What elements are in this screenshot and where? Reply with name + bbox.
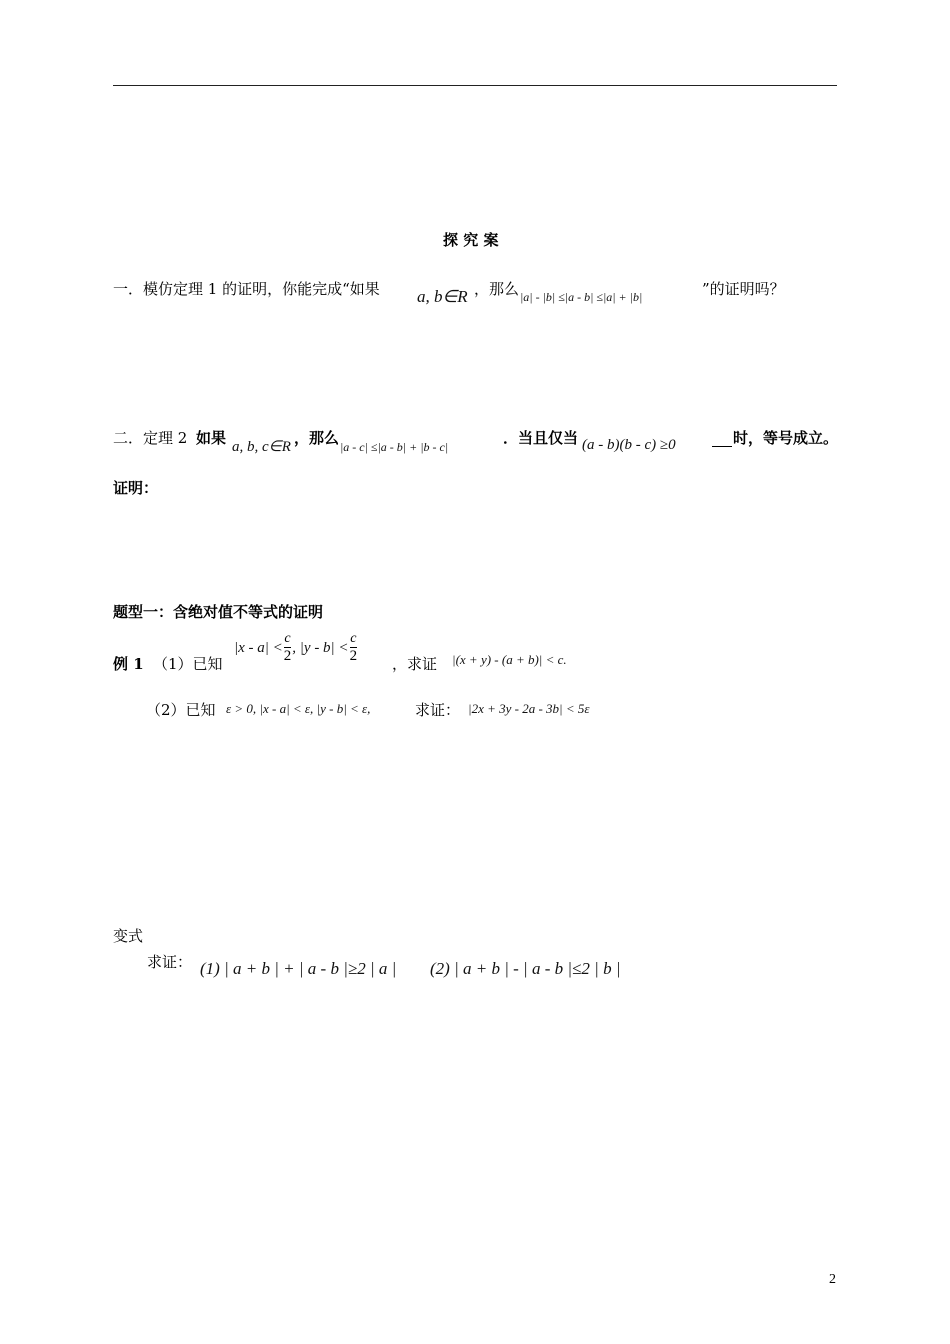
page-number: 2	[829, 1272, 836, 1287]
question-1-then: ，那么	[474, 280, 520, 298]
fraction-denominator-2: 2	[349, 648, 358, 664]
c-over-2-fraction	[284, 631, 292, 665]
question-2-if: 如果	[196, 429, 227, 447]
question-1-condition: a, b∈R	[417, 287, 468, 306]
variant-prove-label: 求证：	[147, 953, 193, 971]
fraction-numerator: c	[284, 631, 291, 646]
header-rule	[113, 85, 837, 86]
given-y-bound: , |y - b| <	[292, 639, 349, 656]
question-2-when: ．当且仅当	[503, 429, 579, 447]
variant-item-1: (1) | a + b | + | a - b |≥2 | a |	[200, 959, 397, 978]
example-1-label: 例 1	[113, 655, 144, 673]
question-2-condition: a, b, c∈R	[232, 439, 291, 455]
c-over-2-fraction-2	[350, 631, 358, 665]
question-2-equality-condition: (a - b)(b - c) ≥0	[582, 437, 676, 453]
example-1-given	[234, 626, 358, 670]
question-1-prefix: 一．模仿定理 1 的证明，你能完成“如果	[113, 280, 380, 298]
question-1-suffix: ”的证明吗？	[702, 280, 785, 298]
example-1-part-2-prefix: （2）已知	[146, 701, 216, 719]
fraction-denominator: 2	[283, 648, 292, 664]
variant-label: 变式	[113, 927, 144, 945]
section-title: 探 究 案	[443, 231, 499, 249]
type-1-heading: 题型一：含绝对值不等式的证明	[113, 603, 324, 621]
question-2-then: ，那么	[294, 429, 340, 447]
proof-label: 证明：	[113, 479, 159, 497]
fraction-numerator-2: c	[350, 631, 357, 646]
variant-item-2: (2) | a + b | - | a - b |≤2 | b |	[430, 959, 621, 978]
example-1-part-2-given: ε > 0, |x - a| < ε, |y - b| < ε,	[226, 701, 371, 716]
blank-line	[712, 446, 732, 447]
example-1-part-2-claim: |2x + 3y - 2a - 3b| < 5ε	[468, 701, 590, 716]
example-1-part-2-prove-label: 求证：	[415, 701, 461, 719]
given-x-bound: |x - a| <	[234, 639, 283, 656]
question-2-end: 时，等号成立。	[733, 429, 839, 447]
question-1-inequality: |a| - |b| ≤|a - b| ≤|a| + |b|	[520, 290, 643, 304]
question-2-prefix: 二．定理 2	[113, 429, 188, 447]
question-2-inequality: |a - c| ≤|a - b| + |b - c|	[340, 440, 449, 454]
example-1-part-1-prefix: （1）已知	[153, 655, 223, 673]
example-1-part-1-claim: |(x + y) - (a + b)| < c.	[452, 652, 567, 667]
example-1-prove-label: ，求证	[392, 655, 438, 673]
